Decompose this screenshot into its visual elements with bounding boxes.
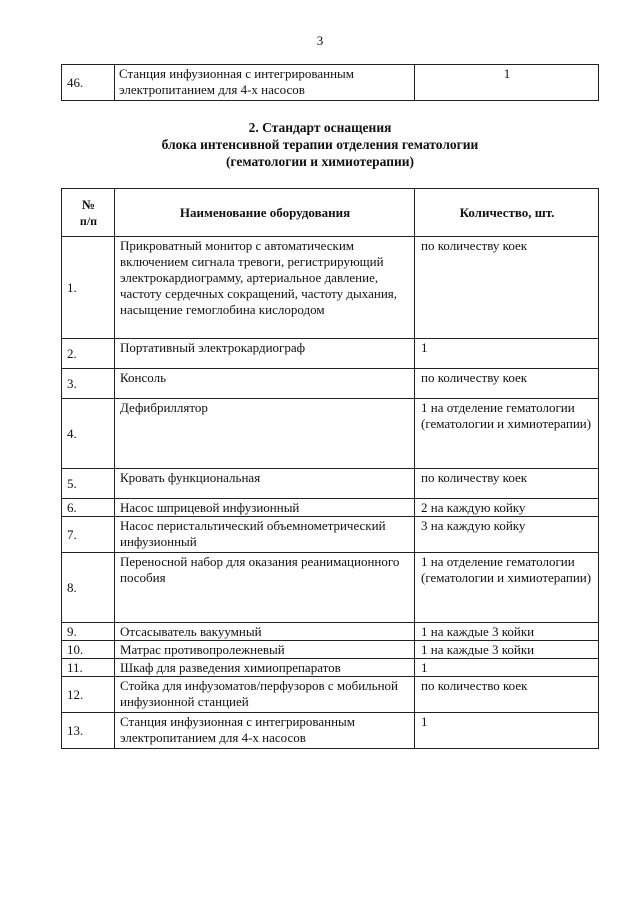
header-quantity: Количество, шт.	[415, 189, 599, 237]
row-number: 8.	[62, 553, 115, 623]
equipment-quantity: 1	[415, 713, 599, 749]
equipment-table	[61, 188, 599, 749]
title-line-3: (гематологии и химиотерапии)	[225, 154, 415, 169]
equipment-quantity: по количеству коек	[415, 469, 599, 499]
row-number: 1.	[62, 237, 115, 339]
table-row	[62, 517, 599, 553]
equipment-name: Станция инфузионная с интегрированным электропитанием для 4-х насосов	[115, 713, 415, 749]
table-row	[62, 339, 599, 369]
table-row	[62, 499, 599, 517]
row-number: 4.	[62, 399, 115, 469]
equipment-name: Матрас противопролежневый	[115, 641, 415, 659]
equipment-name: Переносной набор для оказания реанимационного пособия	[115, 553, 415, 623]
table-row	[62, 369, 599, 399]
table-row	[62, 65, 599, 101]
table-row	[62, 677, 599, 713]
table-header-row	[62, 189, 599, 237]
header-name: Наименование оборудования	[115, 189, 415, 237]
continuation-table	[61, 64, 599, 101]
equipment-quantity: 1 на каждые 3 койки	[415, 623, 599, 641]
equipment-quantity: 1	[415, 339, 599, 369]
equipment-name: Насос шприцевой инфузионный	[115, 499, 415, 517]
equipment-quantity: 1 на отделение гематологии (гематологии и химиотерапии)	[415, 553, 599, 623]
row-number: 3.	[62, 369, 115, 399]
row-number: 46.	[62, 65, 115, 101]
equipment-name: Станция инфузионная с интегрированным электропитанием для 4-х насосов	[115, 65, 415, 101]
table-row	[62, 237, 599, 339]
section-title	[0, 119, 640, 170]
equipment-quantity: 3 на каждую койку	[415, 517, 599, 553]
header-number-abbrev: п/п	[79, 214, 98, 228]
equipment-quantity: 1 на отделение гематологии (гематологии и химиотерапии)	[415, 399, 599, 469]
table-row	[62, 659, 599, 677]
header-number	[62, 189, 115, 237]
page-number: 3	[316, 33, 324, 48]
equipment-name: Насос перистальтический объемнометрический инфузионный	[115, 517, 415, 553]
equipment-name: Консоль	[115, 369, 415, 399]
row-number: 6.	[62, 499, 115, 517]
title-line-2: блока интенсивной терапии отделения гематологии	[161, 137, 479, 152]
equipment-quantity: 1 на каждые 3 койки	[415, 641, 599, 659]
equipment-quantity: 2 на каждую койку	[415, 499, 599, 517]
equipment-name: Стойка для инфузоматов/перфузоров с мобильной инфузионной станцией	[115, 677, 415, 713]
equipment-quantity: по количеству коек	[415, 237, 599, 339]
row-number: 2.	[62, 339, 115, 369]
table-row	[62, 469, 599, 499]
equipment-quantity: по количеству коек	[415, 369, 599, 399]
equipment-name: Портативный электрокардиограф	[115, 339, 415, 369]
row-number: 11.	[62, 659, 115, 677]
table-row	[62, 641, 599, 659]
table-row	[62, 713, 599, 749]
equipment-name: Кровать функциональная	[115, 469, 415, 499]
title-line-1: 2. Стандарт оснащения	[248, 120, 392, 135]
equipment-name: Прикроватный монитор с автоматическим включением сигнала тревоги, регистрирующий электрокардиограмму, артериальное давление, частоту сердечных сокращений, частоту дыхания, насыщение гемоглобина кислородом	[115, 237, 415, 339]
header-number-symbol: №	[81, 197, 96, 212]
row-number: 5.	[62, 469, 115, 499]
row-number: 7.	[62, 517, 115, 553]
row-number: 9.	[62, 623, 115, 641]
equipment-name: Дефибриллятор	[115, 399, 415, 469]
table-row	[62, 553, 599, 623]
equipment-quantity: 1	[415, 659, 599, 677]
row-number: 13.	[62, 713, 115, 749]
row-number: 10.	[62, 641, 115, 659]
equipment-name: Отсасыватель вакуумный	[115, 623, 415, 641]
equipment-quantity: 1	[415, 65, 599, 101]
table-row	[62, 623, 599, 641]
equipment-name: Шкаф для разведения химиопрепаратов	[115, 659, 415, 677]
table-row	[62, 399, 599, 469]
row-number: 12.	[62, 677, 115, 713]
equipment-quantity: по количество коек	[415, 677, 599, 713]
